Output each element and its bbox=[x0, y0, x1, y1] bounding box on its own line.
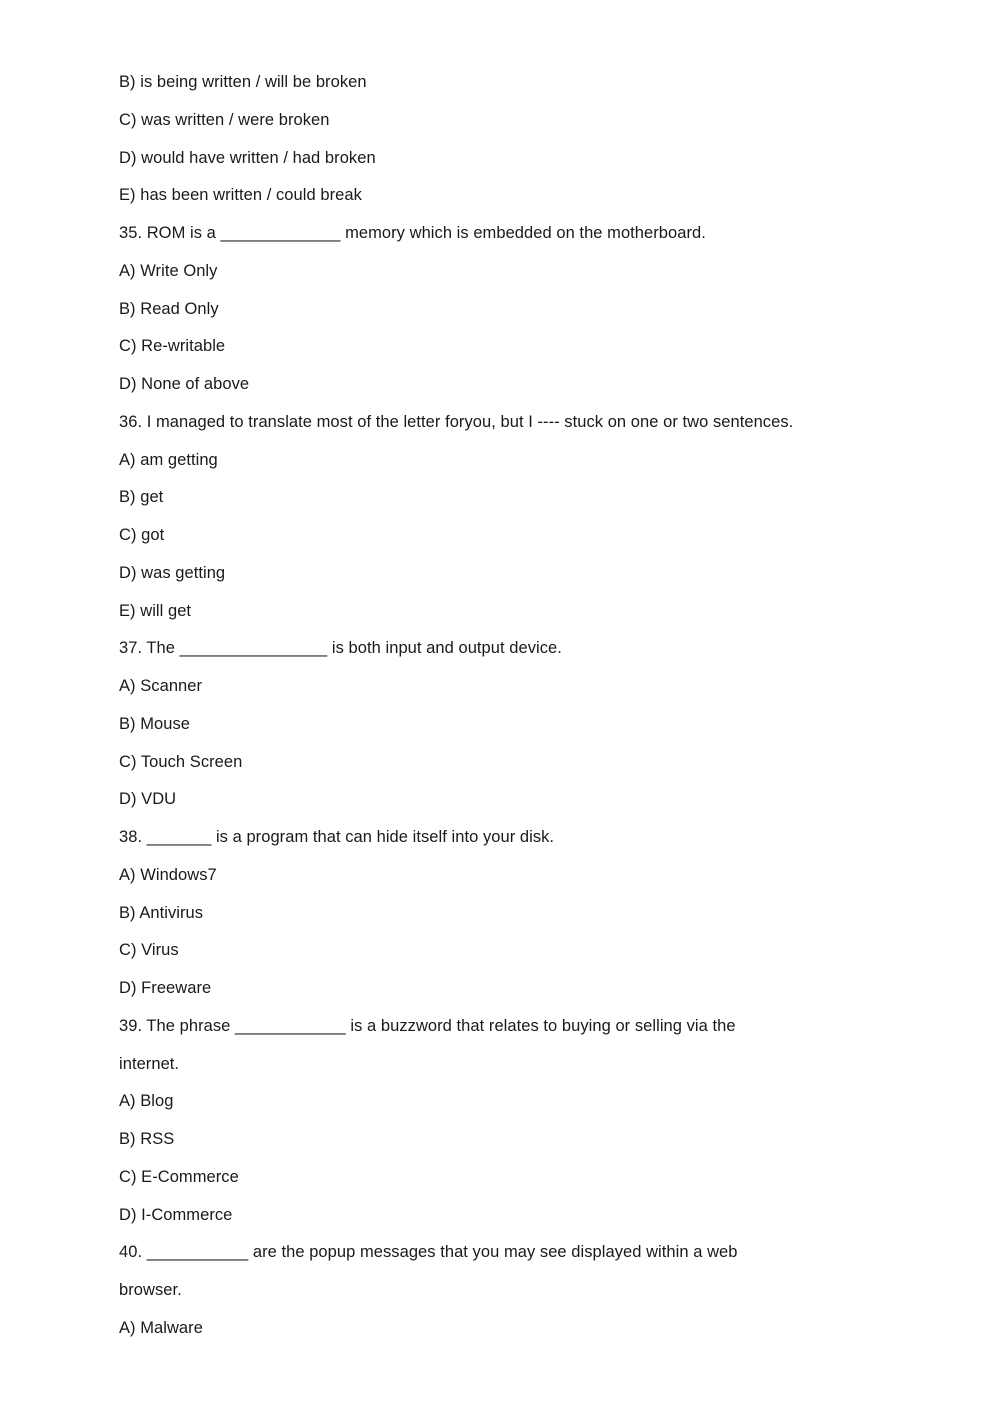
text-line: A) Malware bbox=[119, 1318, 203, 1337]
text-line: C) Touch Screen bbox=[119, 752, 243, 771]
text-line: D) VDU bbox=[119, 790, 177, 809]
text-line: B) Read Only bbox=[119, 299, 219, 318]
text-line: browser. bbox=[119, 1281, 182, 1299]
text-line: C) got bbox=[119, 526, 165, 544]
question-38: 38. _______ is a program that can hide itself into your disk. bbox=[119, 828, 555, 846]
question-35: 35. ROM is a _____________ memory which is embedded on the motherboard. bbox=[119, 224, 706, 242]
text-line: A) Write Only bbox=[119, 261, 218, 280]
text-line: B) get bbox=[119, 488, 164, 507]
text-line: C) E-Commerce bbox=[119, 1167, 239, 1186]
text-line: A) am getting bbox=[119, 450, 218, 469]
question-39: 39. The phrase ____________ is a buzzword that relates to buying or selling via the bbox=[119, 1016, 736, 1035]
text-line: C) Virus bbox=[119, 941, 179, 960]
text-line: D) None of above bbox=[119, 375, 250, 393]
text-line: B) Mouse bbox=[119, 714, 191, 733]
question-36: 36. I managed to translate most of the letter foryou, but I ---- stuck on one or two sentences. bbox=[119, 412, 794, 431]
question-list bbox=[119, 70, 879, 1354]
text-line: D) was getting bbox=[119, 563, 226, 582]
text-line: B) is being written / will be broken bbox=[119, 73, 367, 91]
text-line: B) RSS bbox=[119, 1130, 175, 1148]
text-line: B) Antivirus bbox=[119, 903, 204, 922]
text-line: D) would have written / had broken bbox=[119, 148, 376, 167]
text-line: A) Blog bbox=[119, 1092, 174, 1111]
text-line: internet. bbox=[119, 1054, 180, 1073]
question-40: 40. ___________ are the popup messages that you may see displayed within a web bbox=[119, 1243, 738, 1262]
question-37: 37. The ________________ is both input and output device. bbox=[119, 639, 562, 658]
text-line: D) I-Commerce bbox=[119, 1205, 233, 1224]
text-line: E) will get bbox=[119, 601, 192, 620]
text-line: A) Windows7 bbox=[119, 865, 217, 884]
text-line: A) Scanner bbox=[119, 677, 203, 695]
text-line: E) has been written / could break bbox=[119, 186, 362, 205]
text-line: D) Freeware bbox=[119, 979, 212, 997]
text-line: C) Re-writable bbox=[119, 337, 226, 356]
text-line: C) was written / were broken bbox=[119, 110, 330, 129]
